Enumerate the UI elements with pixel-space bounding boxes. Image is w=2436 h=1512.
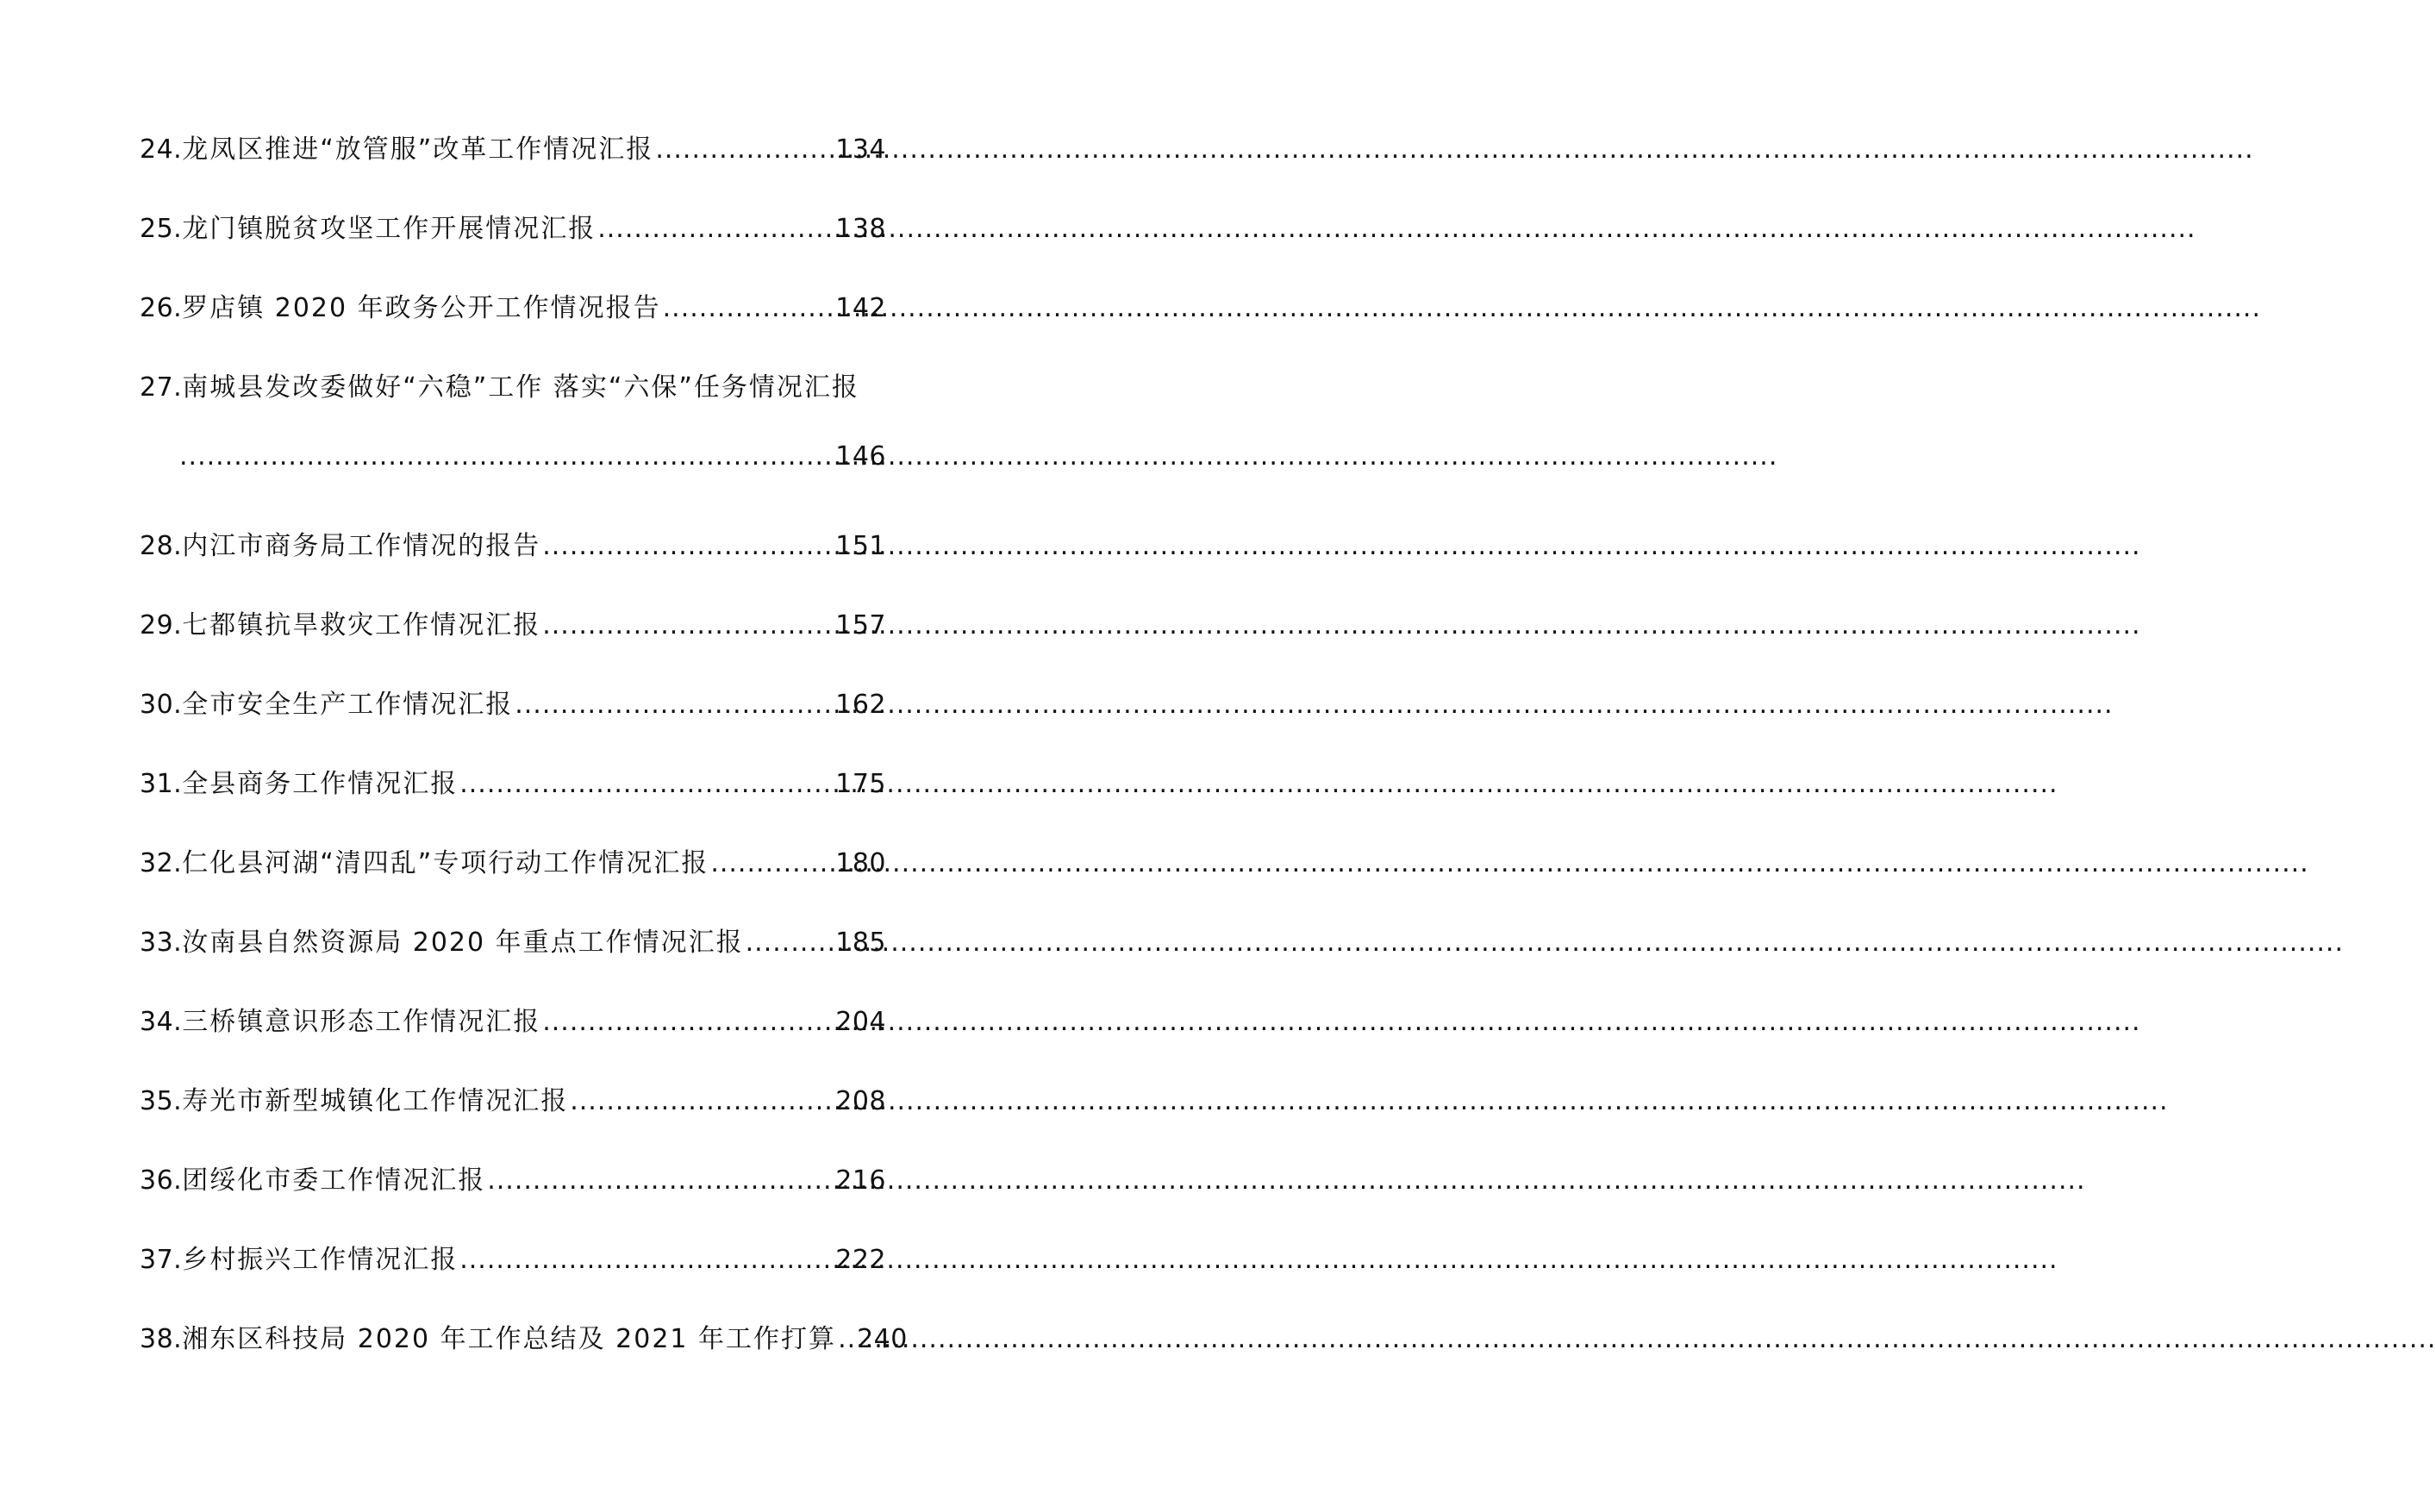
dot-leader: [744, 924, 836, 962]
entry-number: 32.: [140, 848, 183, 878]
entry-number: 28.: [140, 531, 183, 561]
entry-number: 24.: [140, 134, 183, 165]
entry-title: 内江市商务局工作情况的报告: [182, 531, 541, 561]
entry-page-number: 240: [857, 1324, 908, 1354]
dot-leader: [709, 845, 835, 883]
toc-entry-28[interactable]: [140, 528, 886, 607]
toc-entry-29[interactable]: [140, 607, 886, 686]
dot-leader: [653, 131, 835, 169]
entry-page-number: 157: [835, 610, 886, 640]
entry-number: 38.: [140, 1324, 183, 1354]
entry-title: 团绥化市委工作情况汇报: [182, 1165, 486, 1196]
dot-leader: [178, 438, 835, 476]
entry-title: 乡村振兴工作情况汇报: [182, 1245, 459, 1275]
entry-title: 湘东区科技局 2020 年工作总结及 2021 年工作打算: [182, 1324, 837, 1354]
entry-page-number: 151: [835, 531, 886, 561]
toc-entry-33[interactable]: [140, 924, 886, 1003]
entry-number: 25.: [140, 214, 183, 244]
entry-number: 33.: [140, 928, 183, 958]
toc-entry-26[interactable]: [140, 290, 886, 369]
toc-entry-32[interactable]: [140, 845, 886, 924]
toc-entry-37[interactable]: [140, 1241, 886, 1321]
entry-title: 七都镇抗旱救灾工作情况汇报: [182, 610, 541, 640]
entry-page-number: 175: [835, 769, 886, 799]
dot-leader: [540, 1003, 835, 1041]
entry-title: 南城县发改委做好“六稳”工作 落实“六保”任务情况汇报: [182, 372, 859, 403]
dot-leader: [458, 765, 835, 803]
dot-leader: [568, 1083, 835, 1121]
toc-entry-31[interactable]: [140, 765, 886, 845]
entry-title: 龙门镇脱贫攻坚工作开展情况汇报: [182, 214, 597, 244]
entry-title: 龙凤区推进“放管服”改革工作情况汇报: [182, 134, 654, 165]
entry-page-number: 204: [835, 1007, 886, 1037]
dot-leader: [458, 1241, 835, 1279]
entry-title: 罗店镇 2020 年政务公开工作情况报告: [182, 293, 661, 323]
entry-page-number: 180: [835, 848, 886, 878]
entry-page-number: 134: [835, 134, 886, 165]
entry-page-number: 208: [835, 1086, 886, 1116]
dot-leader: [540, 528, 835, 565]
entry-number: 30.: [140, 690, 183, 720]
entry-number: 27.: [140, 372, 183, 403]
dot-leader: [596, 210, 835, 248]
toc-entry-30[interactable]: [140, 686, 886, 765]
toc-entry-34[interactable]: [140, 1003, 886, 1083]
entry-page-number: 142: [835, 293, 886, 323]
entry-title: 全市安全生产工作情况汇报: [182, 690, 514, 720]
entry-page-number: 146: [835, 441, 886, 472]
dot-leader: [485, 1162, 835, 1200]
entry-title: 三桥镇意识形态工作情况汇报: [182, 1007, 541, 1037]
entry-page-number: 185: [835, 928, 886, 958]
entry-page-number: 222: [835, 1245, 886, 1275]
entry-number: 36.: [140, 1165, 183, 1196]
entry-number: 35.: [140, 1086, 183, 1116]
toc-entry-27[interactable]: [140, 369, 886, 528]
entry-title: 寿光市新型城镇化工作情况汇报: [182, 1086, 569, 1116]
toc-entry-25[interactable]: [140, 210, 886, 290]
entry-title: 汝南县自然资源局 2020 年重点工作情况汇报: [182, 928, 744, 958]
toc-entry-38[interactable]: [140, 1321, 908, 1400]
entry-page-number: 138: [835, 214, 886, 244]
entry-page-number: 216: [835, 1165, 886, 1196]
toc-entry-24[interactable]: [140, 131, 886, 210]
entry-number: 29.: [140, 610, 183, 640]
dot-leader: [661, 290, 836, 328]
dot-leader: [836, 1321, 857, 1359]
entry-page-number: 162: [835, 690, 886, 720]
dot-leader: [513, 686, 835, 724]
dot-leader: [540, 607, 835, 645]
entry-number: 34.: [140, 1007, 183, 1037]
table-of-contents: [140, 131, 908, 1400]
entry-number: 37.: [140, 1245, 183, 1275]
entry-title: 仁化县河湖“清四乱”专项行动工作情况汇报: [182, 848, 709, 878]
toc-entry-35[interactable]: [140, 1083, 886, 1162]
toc-entry-36[interactable]: [140, 1162, 886, 1241]
entry-title: 全县商务工作情况汇报: [182, 769, 459, 799]
entry-number: 26.: [140, 293, 183, 323]
entry-number: 31.: [140, 769, 183, 799]
